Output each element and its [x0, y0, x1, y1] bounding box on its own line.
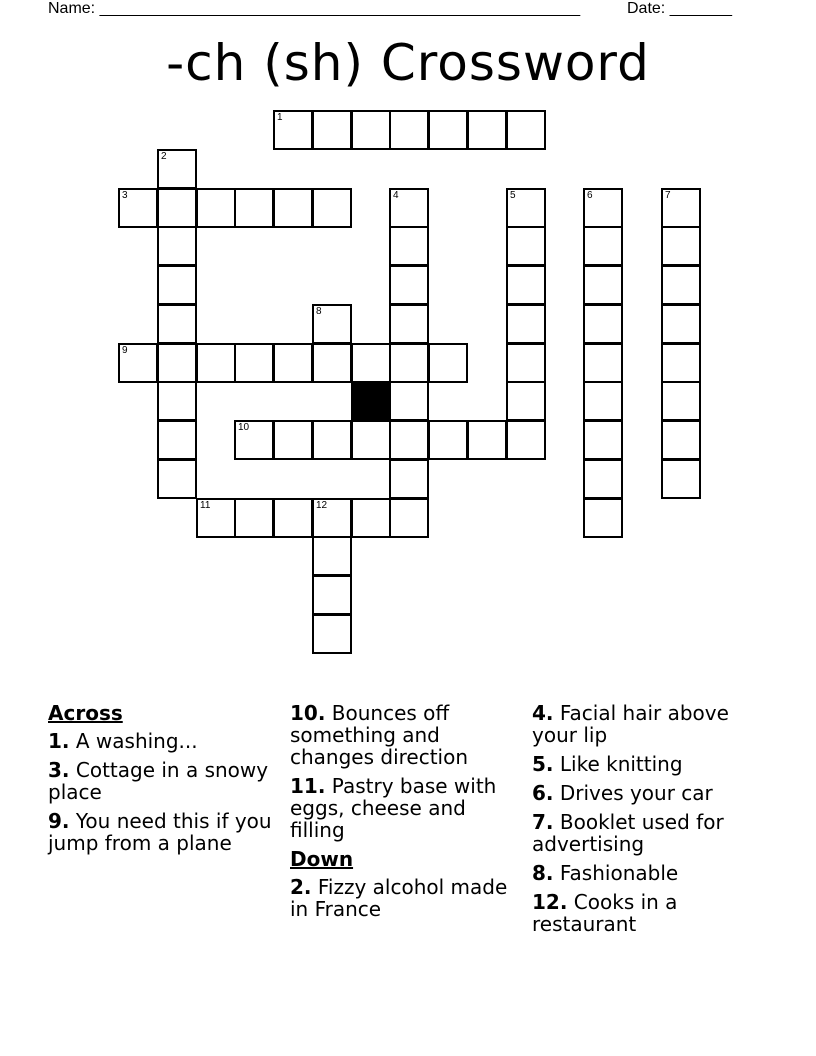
crossword-cell[interactable] — [506, 381, 546, 421]
crossword-cell[interactable] — [273, 498, 313, 538]
clue-down-5 — [532, 753, 767, 775]
crossword-cell[interactable] — [389, 381, 429, 421]
clue-number-label: 8 — [316, 306, 322, 317]
clue-column-1 — [48, 702, 283, 861]
down-heading: Down — [290, 847, 354, 871]
crossword-cell[interactable] — [506, 188, 546, 228]
clue-number-label: 1 — [277, 112, 283, 123]
clue-number-label: 3 — [122, 190, 128, 201]
clue-number-label: 5 — [510, 190, 516, 201]
crossword-cell[interactable] — [157, 381, 197, 421]
clue-down-12 — [532, 891, 767, 935]
clue-text: Bounces off something and changes direction — [290, 701, 469, 769]
crossword-cell[interactable] — [273, 110, 313, 150]
black-square — [351, 381, 391, 421]
clue-number-label: 12 — [316, 500, 328, 511]
clue-across-1 — [48, 730, 283, 752]
crossword-cell[interactable] — [583, 188, 623, 228]
crossword-cell[interactable] — [661, 226, 701, 266]
clue-number-label: 11 — [200, 500, 211, 511]
crossword-cell[interactable] — [506, 420, 546, 460]
clue-number: 12. — [532, 890, 568, 914]
crossword-cell[interactable] — [157, 459, 197, 499]
crossword-cell[interactable] — [234, 420, 274, 460]
crossword-cell[interactable] — [312, 343, 352, 383]
crossword-cell[interactable] — [312, 304, 352, 344]
page-title: -ch (sh) Crossword — [166, 34, 650, 92]
clue-number-label: 10 — [238, 422, 250, 433]
clue-number: 10. — [290, 701, 326, 725]
crossword-cell[interactable] — [389, 265, 429, 305]
clue-number: 9. — [48, 809, 70, 833]
clue-across-9 — [48, 810, 283, 854]
crossword-cell[interactable] — [389, 343, 429, 383]
crossword-cell[interactable] — [389, 110, 429, 150]
crossword-cell[interactable] — [389, 304, 429, 344]
clue-number: 8. — [532, 861, 554, 885]
crossword-cell[interactable] — [428, 110, 468, 150]
clue-number-label: 9 — [122, 345, 128, 356]
crossword-cell[interactable] — [196, 343, 236, 383]
clue-number-label: 4 — [393, 190, 399, 201]
crossword-cell[interactable] — [506, 226, 546, 266]
crossword-cell[interactable] — [389, 498, 429, 538]
clue-text: Facial hair above your lip — [532, 701, 729, 747]
crossword-cell[interactable] — [583, 265, 623, 305]
crossword-cell[interactable] — [273, 420, 313, 460]
crossword-cell[interactable] — [234, 188, 274, 228]
clue-text: Drives your car — [559, 781, 713, 805]
crossword-cell[interactable] — [506, 265, 546, 305]
crossword-cell[interactable] — [157, 149, 197, 189]
clue-down-8 — [532, 862, 767, 884]
crossword-cell[interactable] — [312, 110, 352, 150]
crossword-cell[interactable] — [312, 188, 352, 228]
crossword-cell[interactable] — [583, 420, 623, 460]
across-heading: Across — [48, 701, 123, 725]
clue-number-label: 6 — [587, 190, 593, 201]
crossword-cell[interactable] — [389, 188, 429, 228]
crossword-cell[interactable] — [157, 265, 197, 305]
clue-text: Cottage in a snowy place — [48, 758, 269, 804]
crossword-cell[interactable] — [157, 420, 197, 460]
crossword-cell[interactable] — [273, 343, 313, 383]
crossword-cell[interactable] — [312, 420, 352, 460]
clue-across-10 — [290, 702, 525, 768]
crossword-cell[interactable] — [467, 110, 507, 150]
crossword-cell[interactable] — [506, 343, 546, 383]
crossword-cell[interactable] — [234, 498, 274, 538]
clue-text: Pastry base with eggs, cheese and filling — [290, 774, 497, 842]
clue-number: 6. — [532, 781, 554, 805]
crossword-cell[interactable] — [312, 614, 352, 654]
clue-text: Like knitting — [559, 752, 683, 776]
crossword-cell[interactable] — [234, 343, 274, 383]
crossword-cell[interactable] — [351, 420, 391, 460]
clue-down-4 — [532, 702, 767, 746]
crossword-cell[interactable] — [312, 575, 352, 615]
crossword-cell[interactable] — [661, 343, 701, 383]
crossword-cell[interactable] — [196, 498, 236, 538]
crossword-cell[interactable] — [157, 188, 197, 228]
crossword-cell[interactable] — [389, 459, 429, 499]
crossword-cell[interactable] — [196, 188, 236, 228]
crossword-cell[interactable] — [312, 498, 352, 538]
clue-across-11 — [290, 775, 525, 841]
clue-number: 2. — [290, 875, 312, 899]
clue-text: A washing... — [75, 729, 198, 753]
crossword-cell[interactable] — [583, 304, 623, 344]
crossword-cell[interactable] — [661, 304, 701, 344]
clue-number: 7. — [532, 810, 554, 834]
crossword-cell[interactable] — [312, 536, 352, 576]
clue-number: 4. — [532, 701, 554, 725]
crossword-cell[interactable] — [506, 304, 546, 344]
crossword-cell[interactable] — [118, 343, 158, 383]
crossword-cell[interactable] — [428, 420, 468, 460]
clue-number: 1. — [48, 729, 70, 753]
crossword-cell[interactable] — [351, 343, 391, 383]
crossword-cell[interactable] — [351, 110, 391, 150]
clue-number-label: 2 — [161, 151, 167, 162]
clue-number: 3. — [48, 758, 70, 782]
clue-text: Cooks in a restaurant — [532, 890, 678, 936]
crossword-cell[interactable] — [157, 226, 197, 266]
crossword-cell[interactable] — [583, 381, 623, 421]
crossword-cell[interactable] — [157, 304, 197, 344]
clue-down-6 — [532, 782, 767, 804]
crossword-cell[interactable] — [506, 110, 546, 150]
date-field[interactable]: Date: _______ — [627, 0, 732, 17]
crossword-cell[interactable] — [467, 420, 507, 460]
crossword-cell[interactable] — [157, 343, 197, 383]
crossword-cell[interactable] — [583, 459, 623, 499]
clue-number-label: 7 — [665, 190, 671, 201]
crossword-cell[interactable] — [118, 188, 158, 228]
crossword-cell[interactable] — [583, 498, 623, 538]
clue-text: Booklet used for advertising — [532, 810, 724, 856]
crossword-cell[interactable] — [273, 188, 313, 228]
header — [48, 0, 748, 20]
crossword-cell[interactable] — [428, 343, 468, 383]
crossword-cell[interactable] — [661, 420, 701, 460]
crossword-cell[interactable] — [661, 265, 701, 305]
clue-across-3 — [48, 759, 283, 803]
crossword-cell[interactable] — [661, 459, 701, 499]
clue-text: Fizzy alcohol made in France — [290, 875, 508, 921]
crossword-cell[interactable] — [661, 188, 701, 228]
crossword-cell[interactable] — [583, 226, 623, 266]
clue-number: 11. — [290, 774, 326, 798]
clue-down-2 — [290, 876, 525, 920]
clue-text: You need this if you jump from a plane — [48, 809, 272, 855]
crossword-cell[interactable] — [583, 343, 623, 383]
clue-column-2 — [290, 702, 525, 927]
crossword-cell[interactable] — [661, 381, 701, 421]
clue-text: Fashionable — [559, 861, 679, 885]
crossword-cell[interactable] — [351, 498, 391, 538]
name-field[interactable]: Name: ______________________________________________________ — [48, 0, 581, 17]
clue-column-3 — [532, 702, 767, 942]
clue-number: 5. — [532, 752, 554, 776]
clue-down-7 — [532, 811, 767, 855]
crossword-cell[interactable] — [389, 226, 429, 266]
crossword-cell[interactable] — [389, 420, 429, 460]
